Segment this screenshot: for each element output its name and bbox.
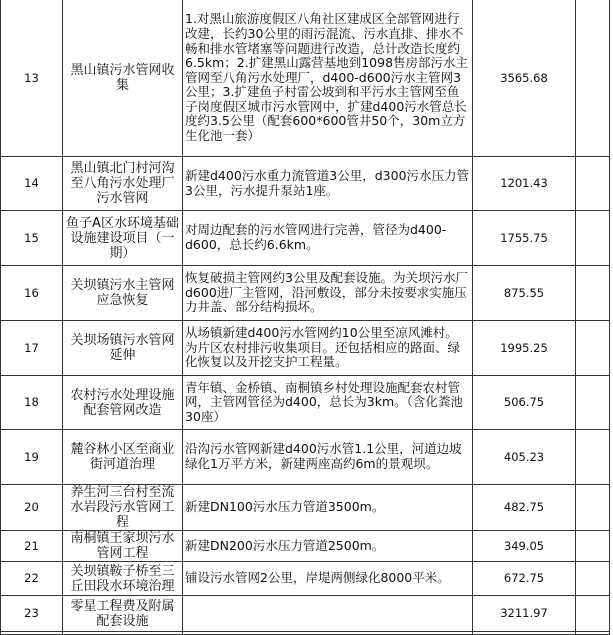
remark-cell (576, 485, 610, 531)
investment-amount: 349.05 (473, 531, 576, 562)
empty-cell (473, 632, 576, 635)
project-name: 黑山镇北门村河沟至八角污水处理厂污水管网 (63, 157, 183, 211)
table-row (1, 0, 610, 157)
row-number: 16 (1, 266, 63, 321)
row-number: 17 (1, 321, 63, 376)
empty-cell (63, 632, 183, 635)
investment-amount: 405.23 (473, 430, 576, 485)
project-name: 麓谷林小区至商业街河道治理 (63, 430, 183, 485)
project-name: 关坝场镇污水管网延伸 (63, 321, 183, 376)
project-description: 新建d400污水重力流管道3公里，d300污水压力管3公里，污水提升泵站1座。 (183, 157, 473, 211)
project-name: 关坝镇污水主管网应急恢复 (63, 266, 183, 321)
table-row (1, 531, 610, 562)
investment-amount: 3211.97 (473, 596, 576, 632)
project-name: 关坝镇鞍子桥至三丘田段水环境治理 (63, 562, 183, 596)
remark-cell (576, 266, 610, 321)
remark-cell (576, 596, 610, 632)
remark-cell (576, 430, 610, 485)
investment-amount: 875.55 (473, 266, 576, 321)
table-row (1, 266, 610, 321)
project-description: 沿沟污水管网新建d400污水管1.1公里，河道边坡绿化1万平方米，新建两座高约6m的景观坝。 (183, 430, 473, 485)
table-row (1, 596, 610, 632)
row-number: 14 (1, 157, 63, 211)
table-row (1, 430, 610, 485)
remark-cell (576, 376, 610, 430)
project-name: 鱼子A区水环境基础设施建设项目（一期） (63, 211, 183, 266)
project-description: 新建DN200污水压力管道2500m。 (183, 531, 473, 562)
table-row (1, 157, 610, 211)
table-body (1, 0, 610, 635)
row-number: 15 (1, 211, 63, 266)
row-number: 13 (1, 0, 63, 157)
remark-cell (576, 0, 610, 157)
table-row (1, 376, 610, 430)
project-name: 农村污水处理设施配套管网改造 (63, 376, 183, 430)
table-row (1, 562, 610, 596)
row-number: 22 (1, 562, 63, 596)
investment-amount: 672.75 (473, 562, 576, 596)
empty-cell (576, 632, 610, 635)
remark-cell (576, 157, 610, 211)
investment-amount: 3565.68 (473, 0, 576, 157)
table-row (1, 321, 610, 376)
row-number: 23 (1, 596, 63, 632)
investment-amount: 1755.75 (473, 211, 576, 266)
row-number: 20 (1, 485, 63, 531)
table-row-partial (1, 632, 610, 635)
project-description: 新建DN100污水压力管道3500m。 (183, 485, 473, 531)
project-description: 恢复破损主管网约3公里及配套设施。为关坝污水厂d600进厂主管网，沿河敷设，部分未按要求实施压力井盖、部分结构损坏。 (183, 266, 473, 321)
project-description: 1.对黑山旅游度假区八角社区建成区全部管网进行改建，长约30公里的雨污混流、污水直排、排水不畅和排水管堵塞等问题进行改造，总计改造长度约6.5km；2.扩建黑山露营基地到1098售房部污水主管网至八角污水处理厂，d400-d600污水主管网3公里；3.扩建鱼子村雷公坡到和平污水主管网至鱼子岗度假区城市污水管网中，扩建d400污水管总长度约3.5公里（配套600*600管井50个，30m立方生化池一套） (183, 0, 473, 157)
project-description (183, 596, 473, 632)
row-number: 21 (1, 531, 63, 562)
project-name: 养生河三台村至流水岩段污水管网工程 (63, 485, 183, 531)
project-description: 对周边配套的污水管网进行完善，管径为d400-d600，总长约6.6km。 (183, 211, 473, 266)
remark-cell (576, 211, 610, 266)
remark-cell (576, 531, 610, 562)
investment-amount: 482.75 (473, 485, 576, 531)
project-description: 铺设污水管网2公里，岸堤两侧绿化8000平米。 (183, 562, 473, 596)
table-row (1, 211, 610, 266)
project-name: 零星工程费及附属配套设施 (63, 596, 183, 632)
investment-amount: 1201.43 (473, 157, 576, 211)
project-description: 从场镇新建d400污水管网约10公里至凉风滩村。为片区农村排污收集项目。还包括相应的路面、绿化恢复以及开挖支护工程量。 (183, 321, 473, 376)
investment-amount: 1995.25 (473, 321, 576, 376)
table-row (1, 485, 610, 531)
empty-cell (183, 632, 473, 635)
project-name: 黑山镇污水管网收集 (63, 0, 183, 157)
project-description: 青年镇、金桥镇、南桐镇乡村处理设施配套农村管网，主管网管径为d400，总长为3km。（含化粪池30座） (183, 376, 473, 430)
empty-cell (1, 632, 63, 635)
remark-cell (576, 562, 610, 596)
row-number: 18 (1, 376, 63, 430)
project-name: 南桐镇王家坝污水管网工程 (63, 531, 183, 562)
row-number: 19 (1, 430, 63, 485)
remark-cell (576, 321, 610, 376)
investment-amount: 506.75 (473, 376, 576, 430)
